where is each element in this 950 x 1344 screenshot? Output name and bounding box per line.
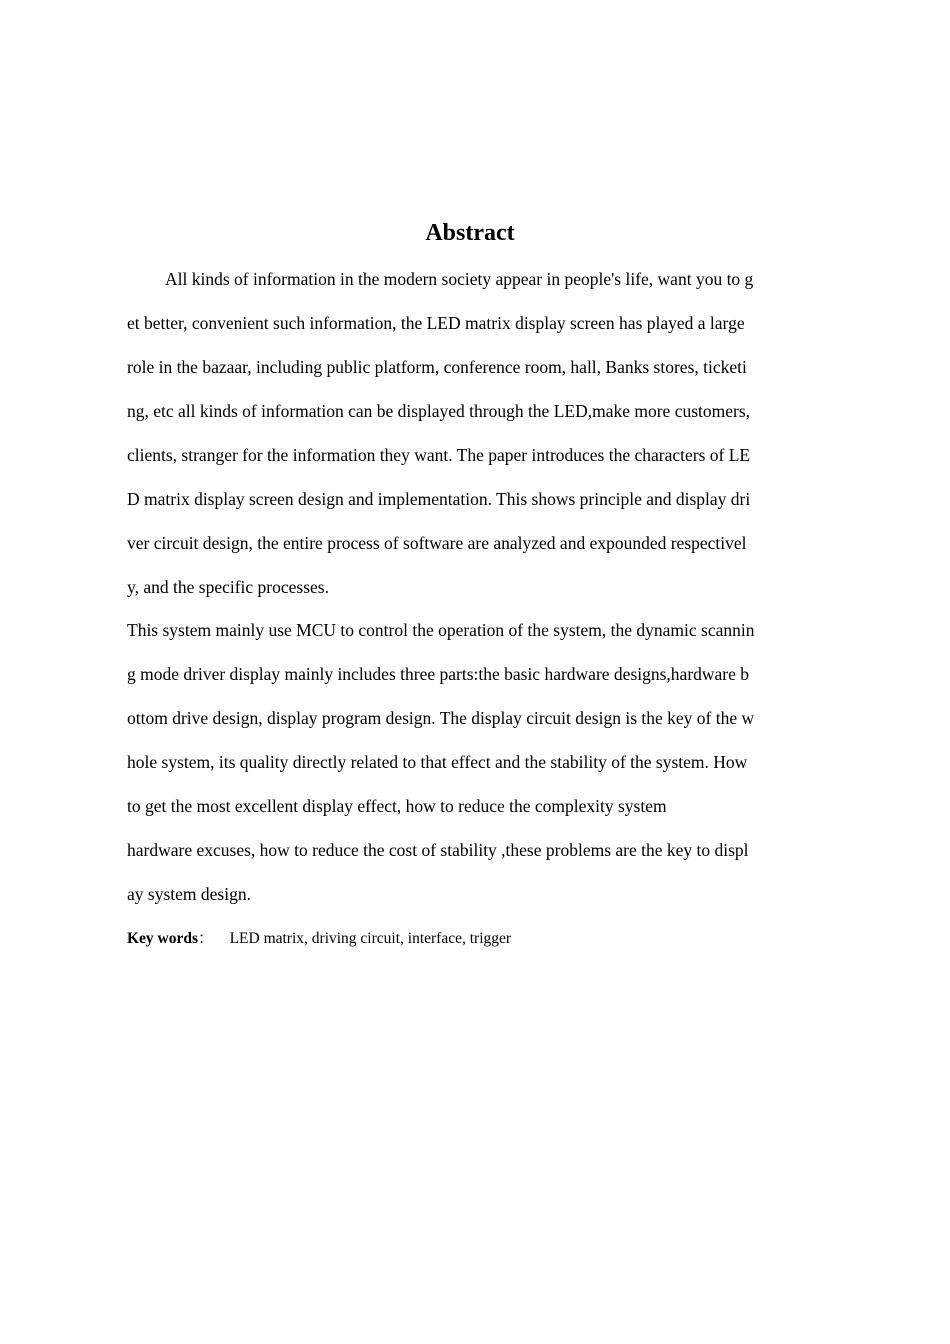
paragraph-line: to get the most excellent display effect, how to reduce the complexity system xyxy=(127,796,667,816)
abstract-paragraph-1 xyxy=(127,257,827,609)
page-title: Abstract xyxy=(425,220,515,246)
keywords-separator: ： xyxy=(198,930,214,947)
paragraph-line: hardware excuses, how to reduce the cost of stability ,these problems are the key to displ xyxy=(127,840,749,860)
paragraph-line: g mode driver display mainly includes three parts:the basic hardware designs,hardware b xyxy=(127,664,750,684)
paragraph-line: role in the bazaar, including public platform, conference room, hall, Banks stores, ticketi xyxy=(127,357,747,377)
keywords-value: LED matrix, driving circuit, interface, trigger xyxy=(229,930,512,947)
paragraph-line: ver circuit design, the entire process of software are analyzed and expounded respectivel xyxy=(127,533,747,553)
paragraph-line: ottom drive design, display program design. The display circuit design is the key of the w xyxy=(127,708,755,728)
paragraph-line: All kinds of information in the modern society appear in people's life, want you to g xyxy=(165,269,754,289)
paragraph-line: clients, stranger for the information they want. The paper introduces the characters of LE xyxy=(127,445,751,465)
paragraph-line: This system mainly use MCU to control the operation of the system, the dynamic scannin xyxy=(127,620,755,640)
paragraph-line: hole system, its quality directly related to that effect and the stability of the system. How xyxy=(127,752,748,772)
abstract-paragraph-2 xyxy=(127,608,827,916)
paragraph-line: y, and the specific processes. xyxy=(127,577,329,597)
paragraph-line: D matrix display screen design and implementation. This shows principle and display dri xyxy=(127,489,751,509)
paragraph-line: ng, etc all kinds of information can be displayed through the LED,make more customers, xyxy=(127,401,751,421)
paragraph-line: et better, convenient such information, the LED matrix display screen has played a large xyxy=(127,313,745,333)
keywords-label: Key words xyxy=(127,930,199,947)
keywords-line xyxy=(127,928,511,950)
paragraph-line: ay system design. xyxy=(127,884,251,904)
